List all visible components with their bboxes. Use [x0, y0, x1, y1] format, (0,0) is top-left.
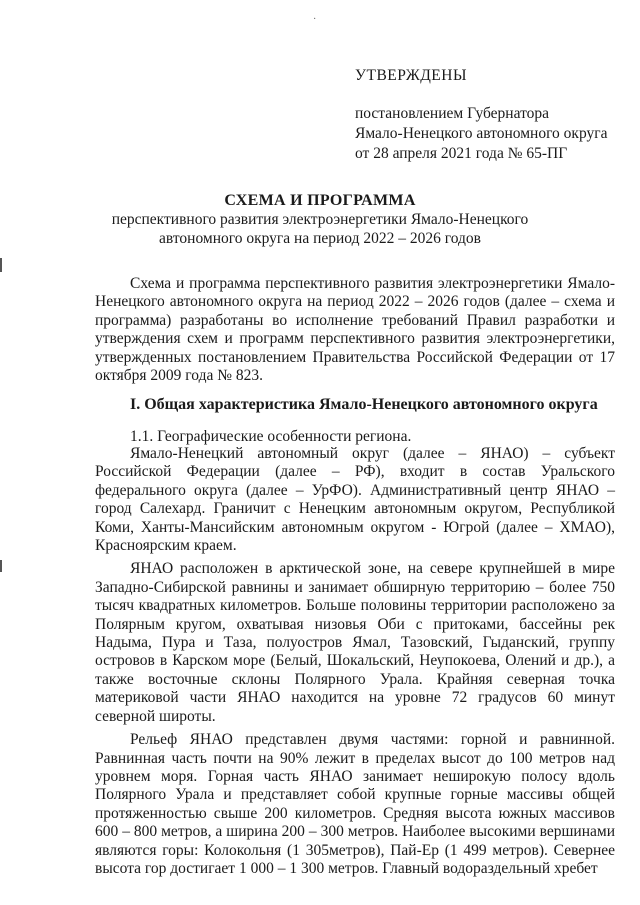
approval-title: УТВЕРЖДЕНЫ — [355, 67, 467, 84]
document-subtitle — [100, 210, 540, 248]
approval-line: от 28 апреля 2021 года № 65-ПГ — [355, 145, 568, 162]
section-body — [95, 445, 615, 883]
section-subheading: 1.1. Географические особенности региона. — [130, 428, 412, 445]
document-title: СХЕМА И ПРОГРАММА — [224, 192, 416, 209]
intro-paragraph — [95, 275, 615, 385]
paragraph: Схема и программа перспективного развития электроэнергетики Ямало-Ненецкого автономного округа на период 2022 – 2026 годов (далее – схема и программа) разработаны во исполнение требований Правил разработки и утверждения схем и программ перспективного развития электроэнергетики, утвержденных постановлением Правительства Российской Федерации от 17 октября 2009 года № 823. — [95, 275, 615, 385]
paragraph: Рельеф ЯНАО представлен двумя частями: горной и равнинной. Равнинная часть почти на 90% лежит в пределах высот до 100 метров над уровнем моря. Горная часть ЯНАО занимает неширокую полосу вдоль Полярного Урала и представляет собой крупные горные массивы общей протяженностью свыше 200 километров. Средняя высота южных массивов 600 – 800 метров, а ширина 200 – 300 метров. Наиболее высокими вершинами являются горы: Колокольня (1 305метров), Пай-Ер (1 499 метров). Севернее высота гор достигает 1 000 – 1 300 метров. Главный водораздельный хребет — [95, 731, 615, 877]
approval-line: Ямало-Ненецкого автономного округа — [355, 125, 608, 142]
section-heading: I. Общая характеристика Ямало-Ненецкого автономного округа — [130, 396, 598, 413]
scan-edge-mark — [0, 258, 2, 272]
scan-mark: · — [313, 14, 317, 25]
approval-line: постановлением Губернатора — [355, 105, 550, 122]
approval-block — [355, 66, 607, 164]
scan-edge-mark — [0, 560, 2, 572]
paragraph: Ямало-Ненецкий автономный округ (далее – ЯНАО) – субъект Российской Федерации (далее – РФ), входит в состав Уральского федерального округа (далее – УрФО). Административный центр ЯНАО – город Салехард. Граничит с Ненецким автономным округом, Республикой Коми, Ханты-Мансийским автономным округом - Югрой (далее – ХМАО), Красноярским краем. — [95, 445, 615, 555]
document-subtitle-line: перспективного развития электроэнергетики Ямало-Ненецкого — [111, 211, 529, 228]
document-subtitle-line: автономного округа на период 2022 – 2026 годов — [159, 230, 481, 247]
paragraph: ЯНАО расположен в арктической зоне, на севере крупнейшей в мире Западно-Сибирской равнины и занимает обширную территорию – более 750 тысяч квадратных километров. Больше половины территории расположено за Полярным кругом, охватывая низовья Оби с притоками, бассейны рек Надыма, Пура и Таза, полуостров Ямал, Тазовский, Гыданский, группу островов в Карском море (Белый, Шокальский, Неупокоева, Олений и др.), а также восточные склоны Полярного Урала. Крайняя северная точка материковой части ЯНАО находится на уровне 72 градусов 60 минут северной широты. — [95, 560, 615, 725]
